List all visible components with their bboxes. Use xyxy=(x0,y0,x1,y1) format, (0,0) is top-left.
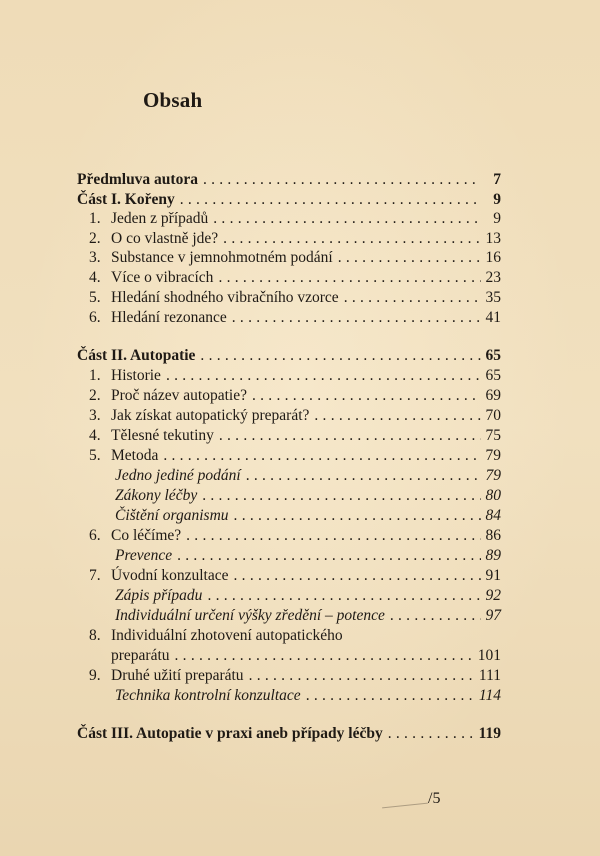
toc-entry-number: 3. xyxy=(89,407,101,424)
toc-entry-title: Co léčíme? xyxy=(111,527,182,544)
toc-entry-title: Zákony léčby xyxy=(115,487,198,504)
toc-entry xyxy=(77,506,501,526)
toc-entry-title: Předmluva autora xyxy=(77,171,198,188)
dot-leader xyxy=(246,466,481,486)
toc-entry-number: 6. xyxy=(89,309,101,326)
toc-entry-page: 79 xyxy=(485,467,501,484)
toc-entry-page: 35 xyxy=(485,289,501,306)
toc-entry-title: Zápis případu xyxy=(115,587,203,604)
toc-entry-page: 119 xyxy=(478,725,501,742)
toc-entry-number: 4. xyxy=(89,427,101,444)
toc-entry xyxy=(77,366,501,386)
dot-leader xyxy=(177,546,481,566)
toc-entry xyxy=(77,386,501,406)
toc-entry-title: Hledání rezonance xyxy=(111,309,227,326)
dot-leader xyxy=(219,426,481,446)
toc-entry-page: 86 xyxy=(485,527,501,544)
dot-leader xyxy=(186,526,481,546)
toc-entry-title: Individuální zhotovení autopatického xyxy=(111,627,343,644)
dot-leader xyxy=(388,724,475,744)
toc-entry xyxy=(77,190,501,210)
toc-entry xyxy=(77,606,501,626)
toc-entry-page: 7 xyxy=(493,171,501,188)
toc-entry xyxy=(77,209,501,229)
dot-leader xyxy=(203,170,481,190)
toc-entry-page: 79 xyxy=(485,447,501,464)
dot-leader xyxy=(344,288,481,308)
toc-entry-page: 89 xyxy=(485,547,501,564)
toc-entry xyxy=(77,170,501,190)
toc-entry xyxy=(77,546,501,566)
page-title: Obsah xyxy=(143,88,203,112)
toc-entry-page: 69 xyxy=(485,387,501,404)
toc-entry-title: Druhé užití preparátu xyxy=(111,667,244,684)
toc-entry xyxy=(77,626,501,646)
toc-entry xyxy=(77,268,501,288)
toc-entry-title: Individuální určení výšky zředění – potence xyxy=(115,607,385,624)
dot-leader xyxy=(390,606,481,626)
toc-entry-page: 114 xyxy=(478,687,501,704)
toc-entry-page: 75 xyxy=(485,427,501,444)
toc-entry-title: Čištění organismu xyxy=(115,507,229,524)
toc-entry-page: 80 xyxy=(485,487,501,504)
dot-leader xyxy=(213,209,481,229)
toc-entry-title: preparátu xyxy=(111,647,170,664)
toc-entry-number: 2. xyxy=(89,387,101,404)
toc-entry-page: 9 xyxy=(493,210,501,227)
toc-entry xyxy=(77,229,501,249)
toc-entry-page: 65 xyxy=(485,347,501,364)
toc-entry-page: 23 xyxy=(485,269,501,286)
toc-entry-title: Proč název autopatie? xyxy=(111,387,247,404)
toc-entry-page: 41 xyxy=(485,309,501,326)
toc-entry-page: 92 xyxy=(485,587,501,604)
toc-entry-page: 16 xyxy=(485,249,501,266)
toc-entry xyxy=(77,586,501,606)
toc-entry-title: Jak získat autopatický preparát? xyxy=(111,407,310,424)
toc-entry-number: 8. xyxy=(89,627,101,644)
toc-entry-page: 84 xyxy=(485,507,501,524)
dot-leader xyxy=(218,268,481,288)
toc-entry-page: 97 xyxy=(485,607,501,624)
toc-entry xyxy=(77,308,501,328)
toc-entry-page: 13 xyxy=(485,230,501,247)
toc-entry-number: 1. xyxy=(89,367,101,384)
toc-entry-title: Část III. Autopatie v praxi aneb případy léčby xyxy=(77,725,383,742)
toc-entry-title: Část II. Autopatie xyxy=(77,347,196,364)
toc-entry-title: Historie xyxy=(111,367,161,384)
dot-leader xyxy=(249,666,475,686)
toc-entry-title: Jeden z případů xyxy=(111,210,209,227)
toc-entry xyxy=(77,686,501,706)
toc-entry xyxy=(77,446,501,466)
dot-leader xyxy=(202,486,481,506)
toc-entry-title: Hledání shodného vibračního vzorce xyxy=(111,289,339,306)
dot-leader xyxy=(234,566,481,586)
dot-leader xyxy=(166,366,481,386)
dot-leader xyxy=(200,346,481,366)
toc-entry-page: 70 xyxy=(485,407,501,424)
dot-leader xyxy=(223,229,481,249)
toc-entry xyxy=(77,646,501,666)
toc-entry-number: 5. xyxy=(89,447,101,464)
toc-entry xyxy=(77,466,501,486)
dot-leader xyxy=(207,586,481,606)
toc-entry-title: Metoda xyxy=(111,447,159,464)
toc-entry-title: Úvodní konzultace xyxy=(111,567,229,584)
toc-entry-page: 111 xyxy=(478,667,501,684)
toc-entry xyxy=(77,666,501,686)
dot-leader xyxy=(163,446,481,466)
dot-leader xyxy=(234,506,481,526)
toc-entry-page: 9 xyxy=(493,191,501,208)
toc-entry-number: 6. xyxy=(89,527,101,544)
toc-entry xyxy=(77,526,501,546)
toc-entry xyxy=(77,426,501,446)
toc-entry-number: 9. xyxy=(89,667,101,684)
toc-entry xyxy=(77,406,501,426)
toc-entry-number: 7. xyxy=(89,567,101,584)
toc-entry-page: 101 xyxy=(477,647,501,664)
toc-entry-title: Prevence xyxy=(115,547,173,564)
toc-entry-number: 4. xyxy=(89,269,101,286)
toc-entry-number: 3. xyxy=(89,249,101,266)
dot-leader xyxy=(338,248,481,268)
folio-underline xyxy=(382,803,428,809)
toc-entry xyxy=(77,566,501,586)
dot-leader xyxy=(175,646,474,666)
toc-entry-title: Substance v jemnohmotném podání xyxy=(111,249,333,266)
toc-entry-title: Jedno jediné podání xyxy=(115,467,241,484)
toc-entry-page: 91 xyxy=(485,567,501,584)
dot-leader xyxy=(232,308,481,328)
toc-entry xyxy=(77,346,501,366)
dot-leader xyxy=(252,386,481,406)
page-number: /5 xyxy=(428,790,441,807)
toc-entry-title: Část I. Kořeny xyxy=(77,191,175,208)
toc-entry-title: Více o vibracích xyxy=(111,269,214,286)
toc-entry-number: 1. xyxy=(89,210,101,227)
dot-leader xyxy=(314,406,481,426)
toc-entry-title: Tělesné tekutiny xyxy=(111,427,214,444)
toc-entry xyxy=(77,288,501,308)
toc-entry xyxy=(77,248,501,268)
dot-leader xyxy=(306,686,475,706)
toc-entry-title: Technika kontrolní konzultace xyxy=(115,687,301,704)
toc-entry xyxy=(77,486,501,506)
toc-entry xyxy=(77,724,501,744)
dot-leader xyxy=(180,190,481,210)
toc-entry-title: O co vlastně jde? xyxy=(111,230,219,247)
toc-entry-page: 65 xyxy=(485,367,501,384)
toc-entry-number: 5. xyxy=(89,289,101,306)
toc-entry-number: 2. xyxy=(89,230,101,247)
